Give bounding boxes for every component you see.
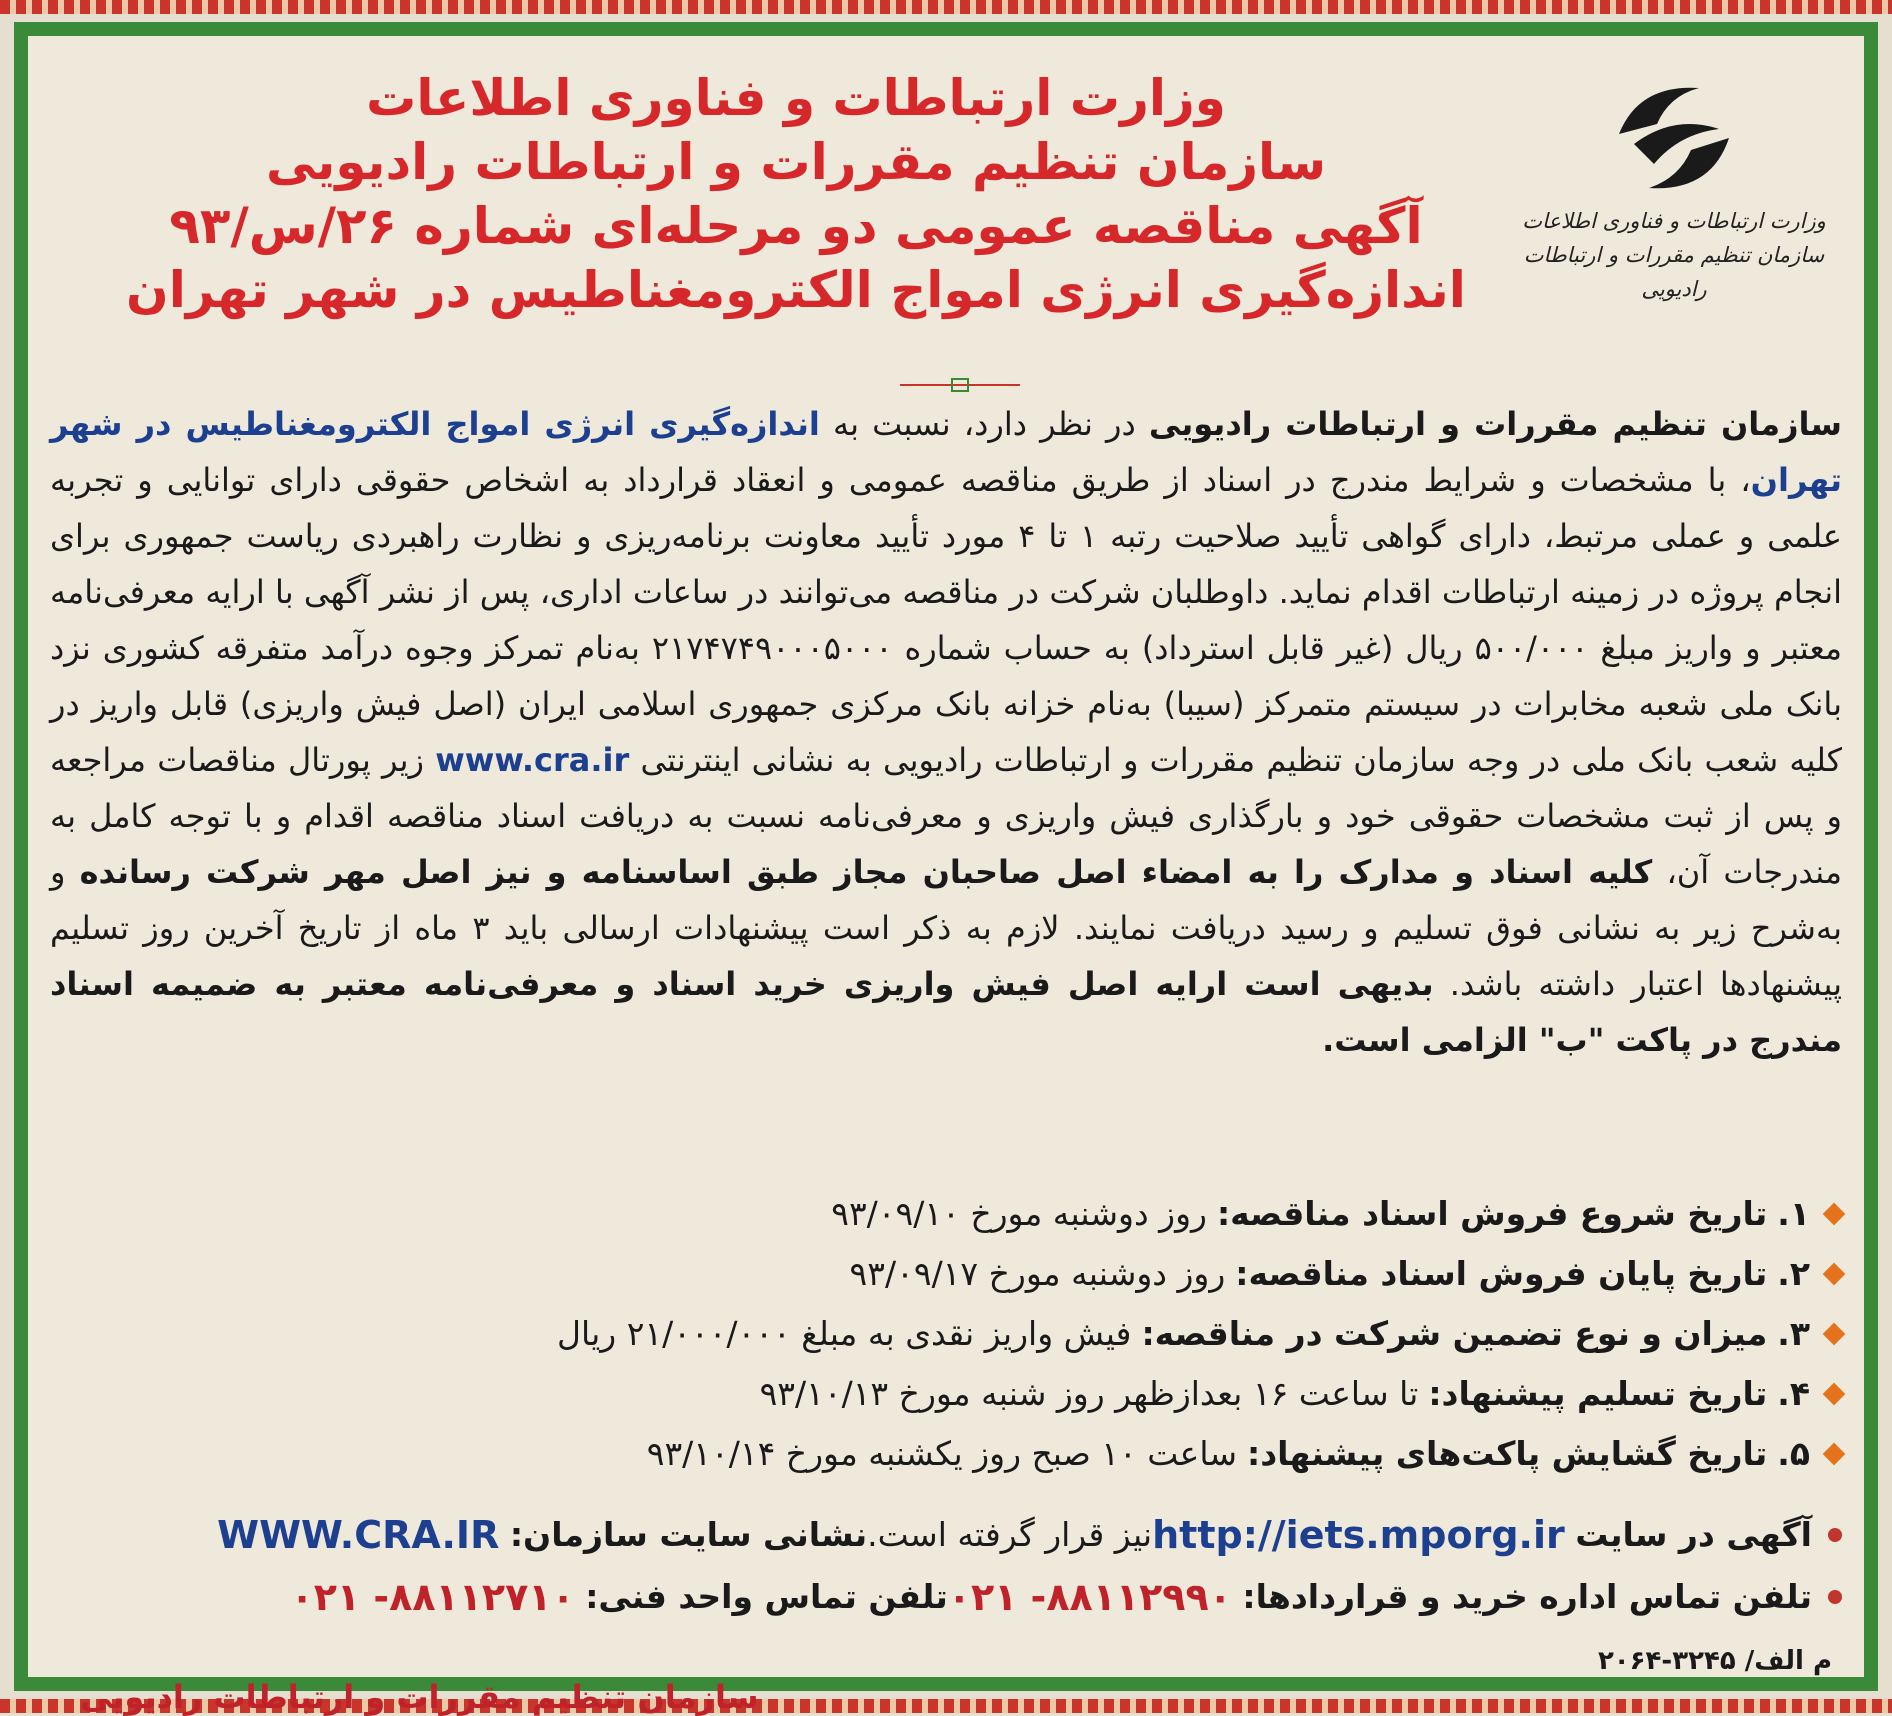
contact-notes — [50, 1504, 1842, 1628]
item-number: ۱. — [1777, 1194, 1810, 1233]
item-value: روز دوشنبه مورخ ۹۳/۰۹/۱۰ — [831, 1194, 1207, 1233]
note-phones — [50, 1566, 1842, 1628]
diamond-bullet-icon — [1823, 1323, 1846, 1346]
body-part-4: و به‌شرح زیر به نشانی فوق تسلیم و رسید دریافت نمایند. لازم به ذکر است پیشنهادات ارسالی باید ۳ ماه از تاریخ آخرین روز تسلیم پیشنهادها اعتبار داشته باشد. — [50, 853, 1843, 1003]
note-website — [50, 1504, 1842, 1566]
phone-label-technical: تلفن تماس واحد فنی: — [585, 1577, 948, 1616]
website-link[interactable]: www.cra.ir — [435, 741, 630, 779]
list-item — [50, 1244, 1842, 1304]
ad-frame — [14, 22, 1878, 1716]
item-number: ۵. — [1777, 1434, 1810, 1473]
item-number: ۲. — [1777, 1254, 1810, 1293]
title-tender-number: آگهی مناقصه عمومی دو مرحله‌ای شماره ۲۶/س/۹۳ — [169, 197, 1423, 255]
phone-label-purchase: تلفن تماس اداره خرید و قراردادها: — [1242, 1577, 1812, 1616]
item-value: تا ساعت ۱۶ بعدازظهر روز شنبه مورخ ۹۳/۱۰/۱۳ — [759, 1374, 1419, 1413]
item-label: تاریخ تسلیم پیشنهاد: — [1428, 1374, 1768, 1413]
site-label: نشانی سایت سازمان: — [509, 1515, 868, 1554]
body-part-1: در نظر دارد، نسبت به — [819, 405, 1149, 443]
item-number: ۳. — [1777, 1314, 1810, 1353]
diamond-bullet-icon — [1823, 1383, 1846, 1406]
org-name: سازمان تنظیم مقررات و ارتباطات رادیویی — [1148, 405, 1843, 443]
dot-bullet-icon — [1828, 1590, 1842, 1604]
body-emphasis-2: بدیهی است ارایه اصل فیش واریزی خرید اسناد و معرفی‌نامه معتبر به ضمیمه اسناد مندرج در پاکت "ب" الزامی است. — [50, 965, 1842, 1059]
cra-site-link[interactable]: WWW.CRA.IR — [217, 1513, 500, 1557]
subject-text: اندازه‌گیری انرژی امواج الکترومغناطیس در شهر تهران — [50, 405, 1842, 499]
ad-code: م الف/ ۳۲۴۵-۲۰۶۴ — [1597, 1646, 1832, 1676]
item-value: روز دوشنبه مورخ ۹۳/۰۹/۱۷ — [849, 1254, 1226, 1293]
ad-mid: نیز قرار گرفته است. — [867, 1515, 1153, 1554]
dot-bullet-icon — [1828, 1528, 1842, 1542]
phone-technical: ۰۲۱ -۸۸۱۱۲۷۱۰ — [290, 1575, 575, 1619]
ornament-divider — [900, 378, 1020, 392]
item-number: ۴. — [1777, 1374, 1810, 1413]
list-item — [50, 1364, 1842, 1424]
title-block — [110, 66, 1482, 322]
item-value: فیش واریز نقدی به مبلغ ۲۱/۰۰۰/۰۰۰ ریال — [557, 1314, 1132, 1353]
body-part-3: زیر پورتال مناقصات مراجعه و پس از ثبت مشخصات حقوقی خود و بارگذاری فیش واریزی و معرفی‌نامه نسبت به دریافت اسناد مناقصه اقدام و با توجه کامل به مندرجات آن، — [50, 741, 1843, 891]
body-part-2: ، با مشخصات و شرایط مندرج در اسناد از طریق مناقصه عمومی و انعقاد قرارداد به اشخاص حقوقی دارای توانایی و تجربه علمی و عملی مرتبط، دارای گواهی تأیید صلاحیت رتبه ۱ تا ۴ مورد تأیید معاونت برنامه‌ریزی و نظارت راهبردی ریاست جمهوری برای انجام پروژه در زمینه ارتباطات اقدام نماید. داوطلبان شرکت در مناقصه می‌توانند در ساعات اداری، پس از نشر آگهی با ارایه معرفی‌نامه معتبر و واریز مبلغ ۵۰۰/۰۰۰ ریال (غیر قابل استرداد) به حساب شماره ۲۱۷۴۷۴۹۰۰۰۵۰۰۰ به‌نام تمرکز وجوه درآمد متفرقه کشوری نزد بانک ملی شعبه مخابرات در سیستم متمرکز (سیبا) به‌نام خزانه بانک مرکزی جمهوری اسلامی ایران (اصل فیش واریزی) قابل واریز در کلیه شعب بانک ملی در وجه سازمان تنظیم مقررات و ارتباطات رادیویی به نشانی اینترنتی — [50, 461, 1843, 779]
title-ministry: وزارت ارتباطات و فناوری اطلاعات — [366, 69, 1226, 127]
footer-organization: سازمان تنظیم مقررات و ارتباطات رادیویی — [80, 1678, 759, 1716]
iets-link[interactable]: http://iets.mporg.ir — [1152, 1513, 1565, 1557]
phone-purchase: ۰۲۱ -۸۸۱۱۲۹۹۰ — [947, 1575, 1232, 1619]
item-label: میزان و نوع تضمین شرکت در مناقصه: — [1141, 1314, 1768, 1353]
list-item — [50, 1304, 1842, 1364]
title-subject: اندازه‌گیری انرژی امواج الکترومغناطیس در شهر تهران — [126, 261, 1466, 319]
list-item — [50, 1424, 1842, 1484]
item-label: تاریخ شروع فروش اسناد مناقصه: — [1216, 1194, 1768, 1233]
diamond-bullet-icon — [1823, 1443, 1846, 1466]
item-label: تاریخ پایان فروش اسناد مناقصه: — [1235, 1254, 1768, 1293]
title-organization: سازمان تنظیم مقررات و ارتباطات رادیویی — [265, 133, 1327, 191]
diamond-bullet-icon — [1823, 1203, 1846, 1226]
item-value: ساعت ۱۰ صبح روز یکشنبه مورخ ۹۳/۱۰/۱۴ — [646, 1434, 1238, 1473]
body-emphasis-1: کلیه اسناد و مدارک را به امضاء اصل صاحبان مجاز طبق اساسنامه و نیز اصل مهر شرکت رسانده — [79, 853, 1653, 891]
logo-block — [1514, 74, 1834, 306]
item-label: تاریخ گشایش پاکت‌های پیشنهاد: — [1247, 1434, 1768, 1473]
ad-prefix: آگهی در سایت — [1575, 1515, 1812, 1554]
body-paragraph — [50, 396, 1842, 1068]
logo-caption-1: وزارت ارتباطات و فناوری اطلاعات — [1522, 209, 1826, 233]
list-item — [50, 1184, 1842, 1244]
ministry-logo-icon — [1599, 74, 1749, 204]
diamond-bullet-icon — [1823, 1263, 1846, 1286]
schedule-list — [50, 1184, 1842, 1484]
logo-caption-2: سازمان تنظیم مقررات و ارتباطات رادیویی — [1523, 243, 1825, 301]
ad-content — [50, 56, 1843, 1716]
